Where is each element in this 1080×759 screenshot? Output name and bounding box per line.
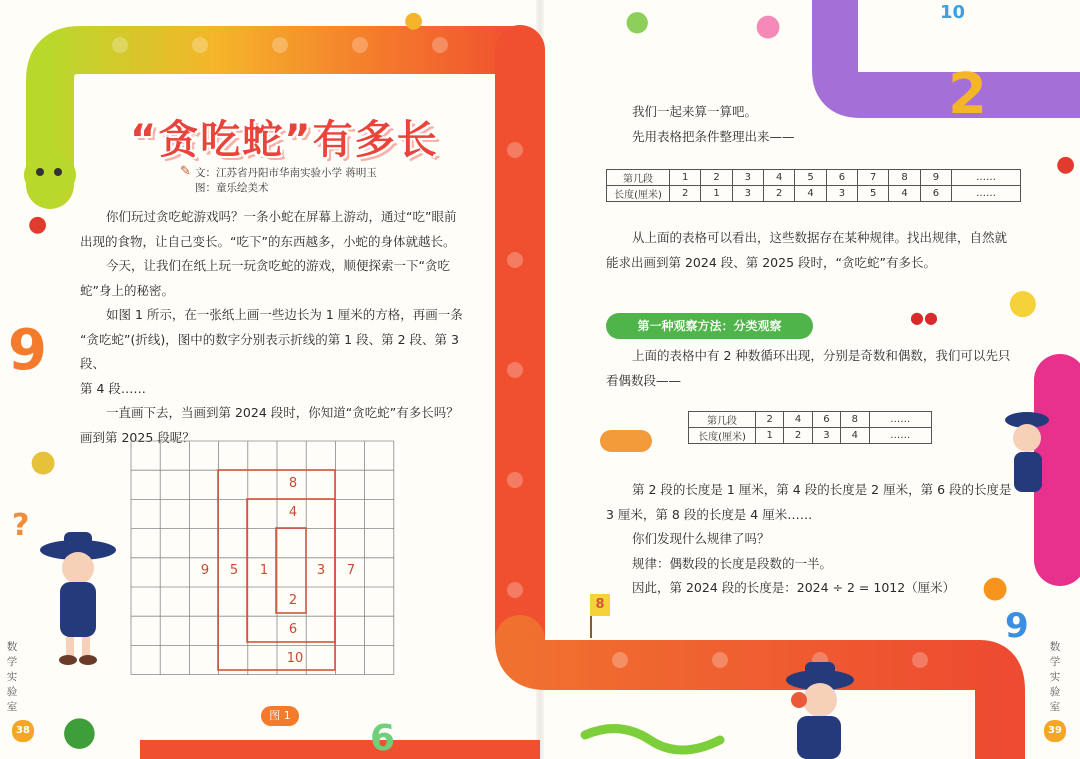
table-header-cell: 第几段 xyxy=(607,170,670,186)
cherry-icon: ●● xyxy=(910,308,938,327)
table-cell: 3 xyxy=(826,186,857,202)
table-row xyxy=(607,170,1021,186)
table-cell: 2 xyxy=(756,412,784,428)
byline xyxy=(195,166,377,196)
table-cell: 5 xyxy=(858,186,889,202)
orange-icon: ● xyxy=(982,570,1009,605)
table-cell: 5 xyxy=(795,170,826,186)
orange-icon: ● xyxy=(404,8,424,33)
snake-eye-left xyxy=(36,168,44,176)
table-cell: 3 xyxy=(732,186,763,202)
paragraph-line: 看偶数段—— xyxy=(606,372,682,388)
table-cell: 3 xyxy=(812,428,840,444)
digit-six-decoration: 6 xyxy=(370,718,396,759)
apple-icon: ● xyxy=(28,212,48,237)
grid-number: 4 xyxy=(288,505,298,520)
snake-bottom-body xyxy=(520,640,1000,759)
paragraph-line: “贪吃蛇”(折线)，图中的数字分别表示折线的第 1 段、第 2 段、第 3 段、 xyxy=(80,331,459,371)
table-cell: …… xyxy=(869,428,931,444)
grid-number: 6 xyxy=(288,622,298,637)
boy-eating-icon xyxy=(775,660,855,759)
paragraph-line: 第 2 段的长度是 1 厘米，第 4 段的长度是 2 厘米，第 6 段的长度是 xyxy=(632,482,1012,497)
table-cell: …… xyxy=(869,412,931,428)
table-cell: 6 xyxy=(812,412,840,428)
paragraph-line: 画到第 2025 段呢？ xyxy=(80,429,195,445)
boy-character-icon xyxy=(38,532,118,667)
table-cell: 7 xyxy=(858,170,889,186)
figure-label: 图 1 xyxy=(261,706,299,726)
grid-number: 7 xyxy=(346,563,356,578)
table-cell: 6 xyxy=(826,170,857,186)
figure-1-grid xyxy=(130,440,410,680)
paragraph-line: 上面的表格中有 2 种数循环出现，分别是奇数和偶数，我们可以先只 xyxy=(632,348,1011,363)
data-table-even-segments xyxy=(688,411,932,444)
paragraph-line: 从上面的表格可以看出，这些数据存在某种规律。找出规律，自然就 xyxy=(632,230,1008,245)
paragraph-line: 我们一起来算一算吧。 xyxy=(632,104,758,119)
illustrator-line: 图：童乐绘美术 xyxy=(195,182,269,194)
data-table-all-segments xyxy=(606,169,1021,202)
grid-number: 2 xyxy=(288,593,298,608)
paragraph-line: 出现的食物，让自己变长。“吃下”的东西越多，小蛇的身体就越长。 xyxy=(80,233,456,249)
table-cell: …… xyxy=(952,186,1021,202)
digit-ten-decoration: 10 xyxy=(940,2,966,23)
table-cell: 1 xyxy=(756,428,784,444)
paragraph-line: 如图 1 所示，在一张纸上画一些边长为 1 厘米的方格，再画一条 xyxy=(106,307,463,322)
small-green-snake xyxy=(585,729,720,750)
table-cell: 4 xyxy=(841,428,869,444)
grid-number: 1 xyxy=(259,563,269,578)
digit-two-decoration: 2 xyxy=(948,62,987,127)
table-cell: 6 xyxy=(920,186,951,202)
table-cell: …… xyxy=(952,170,1021,186)
paragraph-line: 能求出画到第 2024 段、第 2025 段时，“贪吃蛇”有多长。 xyxy=(606,254,936,270)
bread-icon xyxy=(600,430,652,452)
table-cell: 3 xyxy=(732,170,763,186)
method-heading-badge: 第一种观察方法：分类观察 xyxy=(606,313,813,339)
left-body-text xyxy=(80,205,470,450)
question-mark-decoration: ? xyxy=(12,508,30,543)
table-cell: 2 xyxy=(784,428,812,444)
paragraph-line: 先用表格把条件整理出来—— xyxy=(632,128,795,144)
paragraph-line: 因此，第 2024 段的长度是：2024 ÷ 2 = 1012（厘米） xyxy=(632,580,956,595)
grid-number: 3 xyxy=(316,563,326,578)
table-cell: 4 xyxy=(764,170,795,186)
right-analysis-text xyxy=(606,226,1026,275)
paragraph-line: 3 厘米，第 8 段的长度是 4 厘米…… xyxy=(606,506,813,522)
pear-icon: ● xyxy=(30,444,57,479)
digit-nine-decoration: 9 xyxy=(8,318,47,383)
table-row xyxy=(689,412,932,428)
author-line: 文：江苏省丹阳市华南实验小学 蒋明玉 xyxy=(195,167,377,179)
table-header-cell: 第几段 xyxy=(689,412,756,428)
digit-nine-decoration-right: 9 xyxy=(1005,606,1029,646)
flag-pole xyxy=(590,616,592,638)
table-cell: 4 xyxy=(889,186,920,202)
article-title: “贪吃蛇”有多长 xyxy=(130,117,439,163)
table-cell: 2 xyxy=(701,170,732,186)
table-header-cell: 长度(厘米) xyxy=(689,428,756,444)
snake-head xyxy=(24,153,76,197)
table-cell: 4 xyxy=(784,412,812,428)
apple-icon: ● xyxy=(1056,152,1076,177)
right-conclusion-text xyxy=(606,478,1026,601)
table-cell: 8 xyxy=(889,170,920,186)
page-number-right: 39 xyxy=(1044,720,1066,742)
table-cell: 8 xyxy=(841,412,869,428)
paragraph-line: 蛇”身上的秘密。 xyxy=(80,282,174,298)
grid-number: 10 xyxy=(286,651,304,666)
pencil-icon: ✎ xyxy=(180,164,191,179)
paragraph-line: 你们发现什么规律了吗？ xyxy=(632,531,770,546)
page-number-left: 38 xyxy=(12,720,34,742)
right-observation-text xyxy=(606,344,1026,393)
paragraph-line: 你们玩过贪吃蛇游戏吗？一条小蛇在屏幕上游动，通过“吃”眼前 xyxy=(106,209,457,224)
table-cell: 4 xyxy=(795,186,826,202)
flag-number: 8 xyxy=(590,594,610,616)
section-side-label-right: 数 学 实 验 室 xyxy=(1049,641,1061,713)
paragraph-line: 第 4 段…… xyxy=(80,380,146,396)
table-cell: 1 xyxy=(701,186,732,202)
paragraph-line: 规律：偶数段的长度是段数的一半。 xyxy=(632,555,833,571)
table-cell: 2 xyxy=(670,186,701,202)
section-side-label-left: 数 学 实 验 室 xyxy=(6,641,18,713)
grid-number: 5 xyxy=(229,563,239,578)
paragraph-line: 今天，让我们在纸上玩一玩贪吃蛇的游戏，顺便探索一下“贪吃 xyxy=(106,258,450,273)
lollipop-icon: ● xyxy=(755,8,782,43)
watermelon-icon: ● xyxy=(62,708,97,754)
table-row xyxy=(607,186,1021,202)
table-row xyxy=(689,428,932,444)
table-cell: 9 xyxy=(920,170,951,186)
table-cell: 2 xyxy=(764,186,795,202)
grid-number: 8 xyxy=(288,476,298,491)
cabbage-icon: ● xyxy=(625,4,650,37)
table-header-cell: 长度(厘米) xyxy=(607,186,670,202)
snake-eye-right xyxy=(54,168,62,176)
table-cell: 1 xyxy=(670,170,701,186)
grid-number: 9 xyxy=(200,563,210,578)
banana-icon: ● xyxy=(1008,282,1038,322)
paragraph-line: 一直画下去，当画到第 2024 段时，你知道“贪吃蛇”有多长吗？ xyxy=(106,405,459,420)
boy-peeking-icon xyxy=(1002,408,1052,498)
